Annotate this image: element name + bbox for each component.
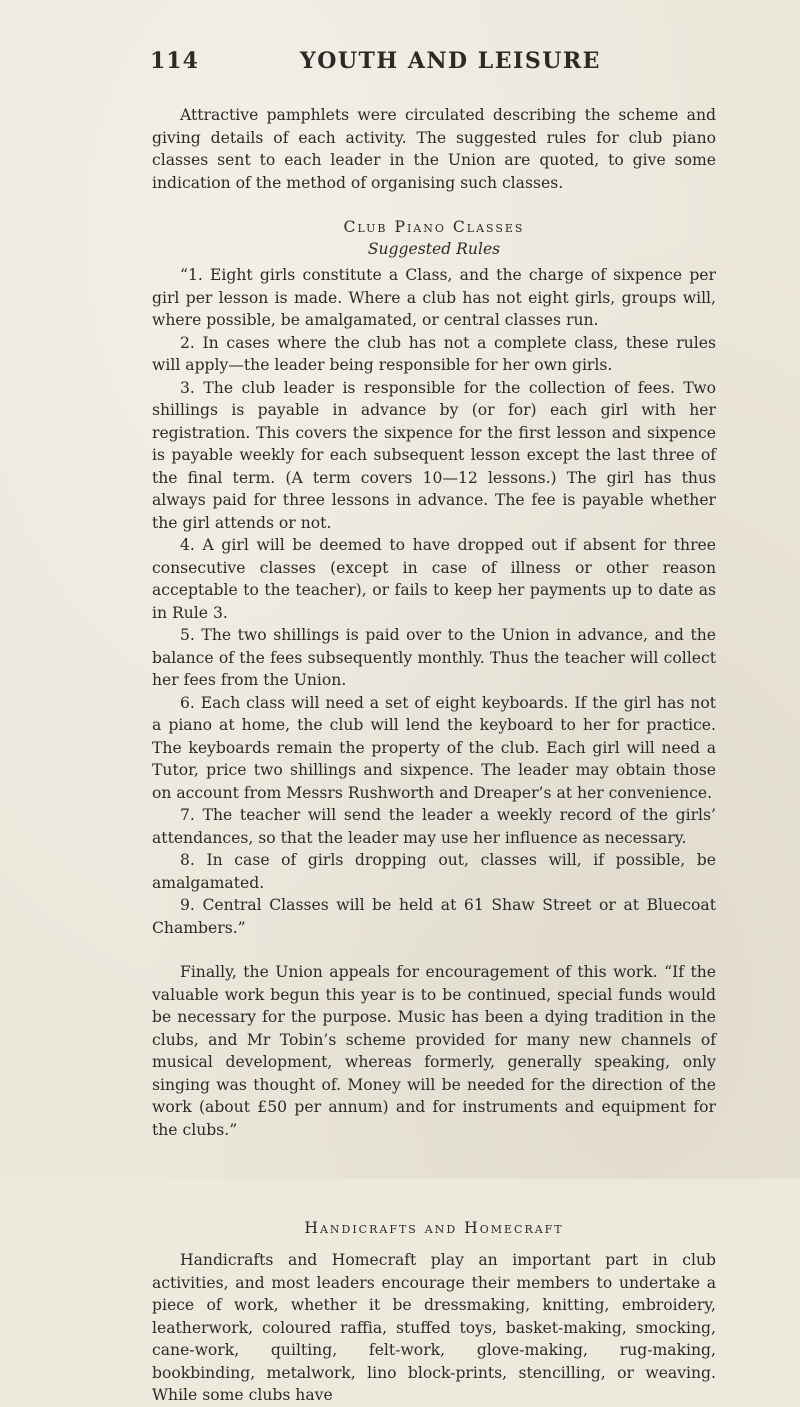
section-subheading-suggested-rules: Suggested Rules xyxy=(367,240,501,258)
section-heading-piano-classes: Club Piano Classes xyxy=(343,218,525,236)
rule-item: 9. Central Classes will be held at 61 Shaw Street or at Bluecoat Chambers.” xyxy=(152,896,716,937)
page-number: 114 xyxy=(150,48,199,74)
rule-item: 6. Each class will need a set of eight keyboards. If the girl has not a piano at home, the club will lend the keyboard to her for practice. The keyboards remain the property of the club. Each girl will need a Tutor, price two shillings and sixpence. The leader may obtain those on account from Messrs Rushworth and Dreaper’s at her convenience. xyxy=(152,693,716,802)
closing-paragraph: Finally, the Union appeals for encouragement of this work. “If the valuable work begun this year is to be continued, special funds would be necessary for the purpose. Music has been a dying tradition in the clubs, and Mr Tobin’s scheme provided for many new channels of musical development, whereas formerly, generally speaking, only singing was thought of. Money will be needed for the direction of the work (about £50 per annum) and for instruments and equipment for the clubs.” xyxy=(152,963,716,1139)
rules-list xyxy=(152,264,716,939)
intro-paragraph: Attractive pamphlets were circulated describing the scheme and giving details of each activity. The suggested rules for club piano classes sent to each leader in the Union are quoted, to give some indication of the method of organising such classes. xyxy=(152,106,716,192)
rule-item: 7. The teacher will send the leader a weekly record of the girls’ attendances, so that the leader may use her influence as necessary. xyxy=(152,806,716,847)
running-head xyxy=(152,48,716,84)
handicrafts-paragraph: Handicrafts and Homecraft play an important part in club activities, and most leaders encourage their members to undertake a piece of work, whether it be dressmaking, knitting, embroidery, leatherwork, coloured raffia, stuffed toys, basket-making, smocking, cane-work, quilting, felt-work, glove-making, rug-making, bookbinding, metalwork, lino block-prints, stencilling, or weaving. While some clubs have xyxy=(152,1251,716,1404)
rule-item: “1. Eight girls constitute a Class, and the charge of sixpence per girl per lesson is made. Where a club has not eight girls, groups will, where possible, be amalgamated, or central classes run. xyxy=(152,266,716,329)
rule-item: 8. In case of girls dropping out, classes will, if possible, be amalgamated. xyxy=(152,851,716,892)
section-heading-handicrafts: Handicrafts and Homecraft xyxy=(304,1219,564,1237)
running-title: YOUTH AND LEISURE xyxy=(300,48,601,74)
rule-item: 4. A girl will be deemed to have dropped out if absent for three consecutive classes (except in case of illness or other reason acceptable to the teacher), or fails to keep her payments up to date as in Rule 3. xyxy=(152,536,716,622)
rule-item: 2. In cases where the club has not a complete class, these rules will apply—the leader being responsible for her own girls. xyxy=(152,333,716,374)
rule-item: 3. The club leader is responsible for the collection of fees. Two shillings is payable in advance by (or for) each girl with her registration. This covers the sixpence for the first lesson and sixpence is payable weekly for each subsequent lesson except the last three of the final term. (A term covers 10—12 lessons.) The girl has thus always paid for three lessons in advance. The fee is payable whether the girl attends or not. xyxy=(152,378,716,532)
rule-item: 5. The two shillings is paid over to the Union in advance, and the balance of the fees subsequently monthly. Thus the teacher will collect her fees from the Union. xyxy=(152,626,716,689)
